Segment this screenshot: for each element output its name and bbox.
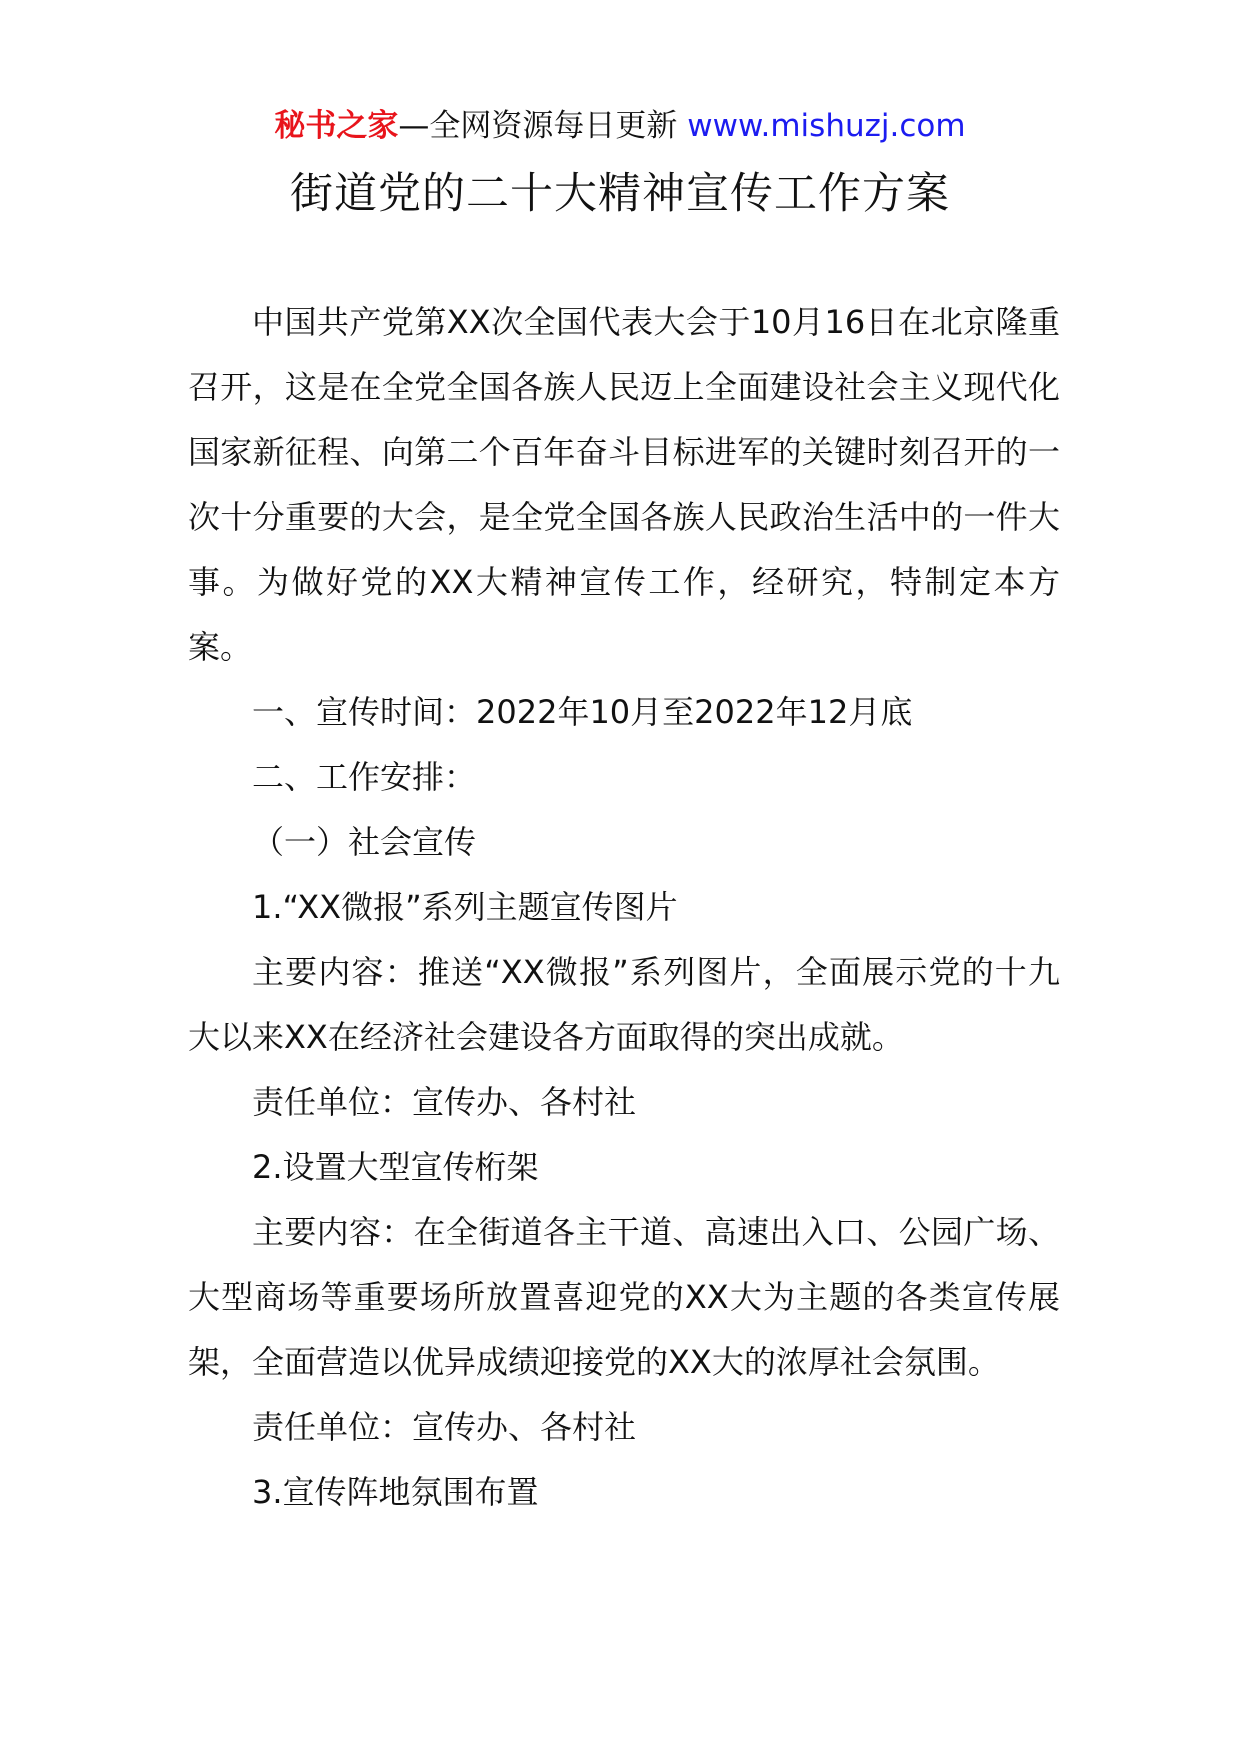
paragraph-section-1: 一、宣传时间：2022年10月至2022年12月底 bbox=[252, 693, 913, 731]
document-body bbox=[188, 290, 1060, 1525]
paragraph-intro: 中国共产党第XX次全国代表大会于10月16日在北京隆重召开，这是在全党全国各族人民迈上全面建设社会主义现代化国家新征程、向第二个百年奋斗目标进军的关键时刻召开的一次十分重要的大会，是全党全国各族人民政治生活中的一件大事。为做好党的XX大精神宣传工作，经研究，特制定本方案。 bbox=[188, 303, 1060, 666]
header-url-link[interactable]: www.mishuzj.com bbox=[687, 108, 966, 144]
document-title: 街道党的二十大精神宣传工作方案 bbox=[290, 169, 950, 219]
paragraph-item-3: 3.宣传阵地氛围布置 bbox=[252, 1473, 539, 1511]
paragraph-item-1-responsible: 责任单位：宣传办、各村社 bbox=[252, 1083, 637, 1121]
paragraph-subsection-1: （一）社会宣传 bbox=[252, 823, 477, 861]
paragraph-item-2-responsible: 责任单位：宣传办、各村社 bbox=[252, 1408, 637, 1446]
header-slogan: —全网资源每日更新 bbox=[398, 108, 688, 144]
paragraph-item-2-content: 主要内容：在全街道各主干道、高速出入口、公园广场、大型商场等重要场所放置喜迎党的XX大为主题的各类宣传展架，全面营造以优异成绩迎接党的XX大的浓厚社会氛围。 bbox=[188, 1213, 1060, 1381]
header-brand: 秘书之家 bbox=[274, 108, 399, 144]
paragraph-item-1: 1.“XX微报”系列主题宣传图片 bbox=[252, 888, 678, 926]
paragraph-item-2: 2.设置大型宣传桁架 bbox=[252, 1148, 539, 1186]
paragraph-section-2: 二、工作安排： bbox=[252, 758, 477, 796]
paragraph-item-1-content: 主要内容：推送“XX微报”系列图片，全面展示党的十九大以来XX在经济社会建设各方面取得的突出成就。 bbox=[188, 953, 1060, 1056]
watermark-header bbox=[0, 104, 1240, 148]
